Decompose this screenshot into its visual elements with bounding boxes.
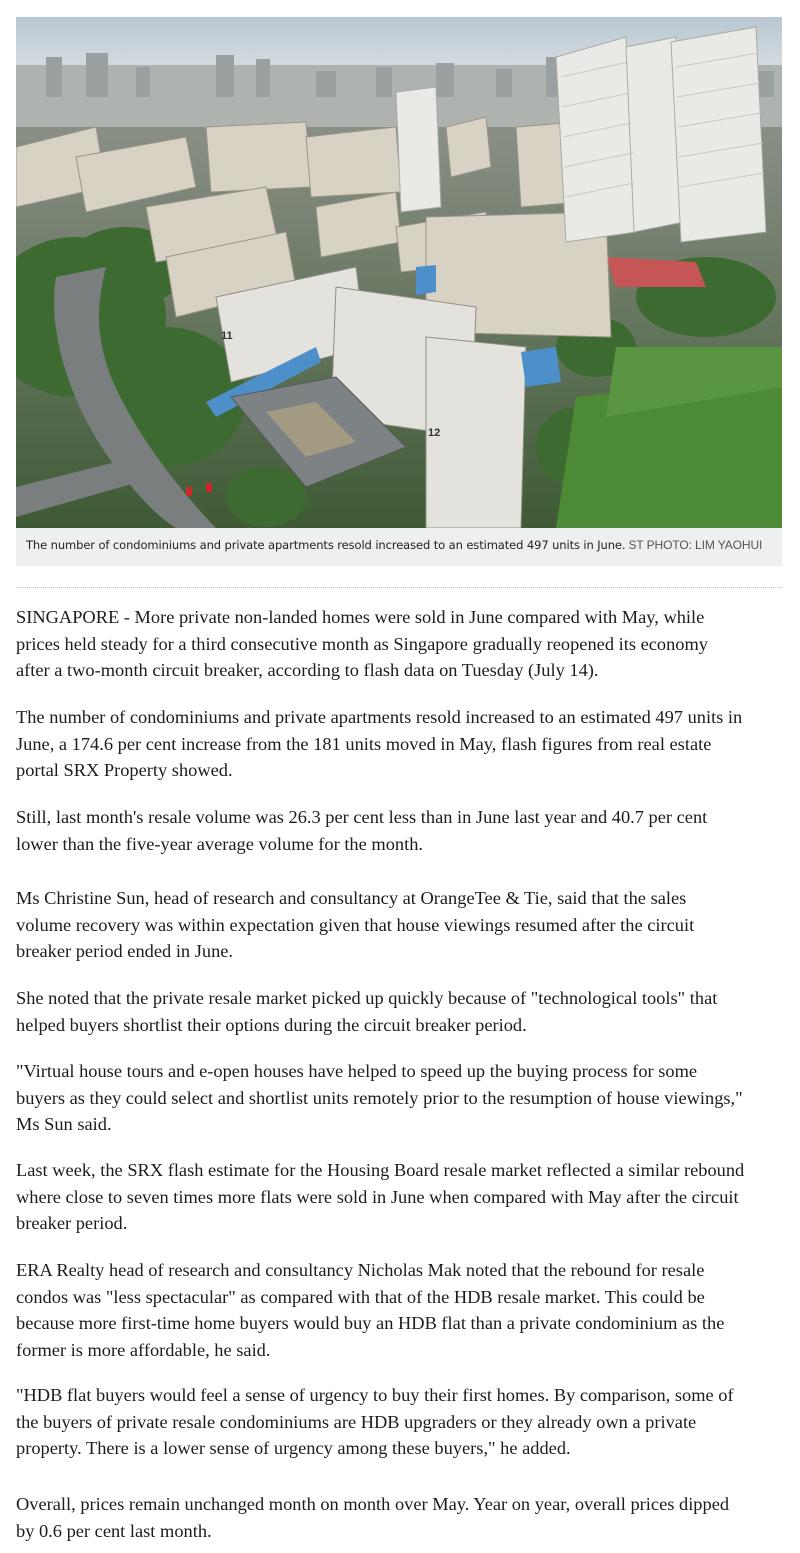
article-paragraph: She noted that the private resale market picked up quickly because of "technological tools" that helped buyers shortlist their options during the circuit breaker period. (16, 988, 718, 1035)
article-paragraph: SINGAPORE - More private non-landed homes were sold in June compared with May, while prices held steady for a third consecutive month as Singapore gradually reopened its economy after a two-month circuit breaker, according to flash data on Tuesday (July 14). (16, 607, 708, 680)
article-figure (16, 17, 782, 566)
article-paragraph: "HDB flat buyers would feel a sense of urgency to buy their first homes. By comparison, some of the buyers of private resale condominiums are HDB upgraders or they already own a private property. There is a lower sense of urgency among these buyers," he added. (16, 1385, 734, 1458)
photo-caption (16, 528, 782, 566)
section-divider (16, 587, 782, 588)
photo-credit: ST PHOTO: LIM YAOHUI (628, 538, 763, 552)
article-photo (16, 17, 782, 528)
article-paragraph: Overall, prices remain unchanged month on month over May. Year on year, overall prices dipped by 0.6 per cent last month. (16, 1494, 730, 1541)
article-paragraph: Still, last month's resale volume was 26.3 per cent less than in June last year and 40.7 per cent lower than the five-year average volume for the month. (16, 807, 708, 854)
article-paragraph: Last week, the SRX flash estimate for the Housing Board resale market reflected a similar rebound where close to seven times more flats were sold in June when compared with May after the circuit breaker period. (16, 1160, 745, 1233)
aerial-city-photo (16, 17, 782, 528)
block-number-12: 12 (428, 427, 441, 439)
article-paragraph: ERA Realty head of research and consultancy Nicholas Mak noted that the rebound for resale condos was "less spectacular" as compared with that of the HDB resale market. This could be because more first-time home buyers would buy an HDB flat than a private condominium as the former is more affordable, he said. (16, 1260, 725, 1360)
article-paragraph: The number of condominiums and private apartments resold increased to an estimated 497 units in June, a 174.6 per cent increase from the 181 units moved in May, flash figures from real estate portal SRX Property showed. (16, 707, 743, 780)
article-paragraph: "Virtual house tours and e-open houses have helped to speed up the buying process for some buyers as they could select and shortlist units remotely prior to the resumption of house viewings," Ms Sun said. (16, 1061, 743, 1134)
article-paragraph: Ms Christine Sun, head of research and consultancy at OrangeTee & Tie, said that the sales volume recovery was within expectation given that house viewings resumed after the circuit breaker period ended in June. (16, 888, 695, 961)
caption-text: The number of condominiums and private apartments resold increased to an estimated 497 units in June. (26, 538, 626, 552)
block-number-11: 11 (221, 330, 233, 342)
